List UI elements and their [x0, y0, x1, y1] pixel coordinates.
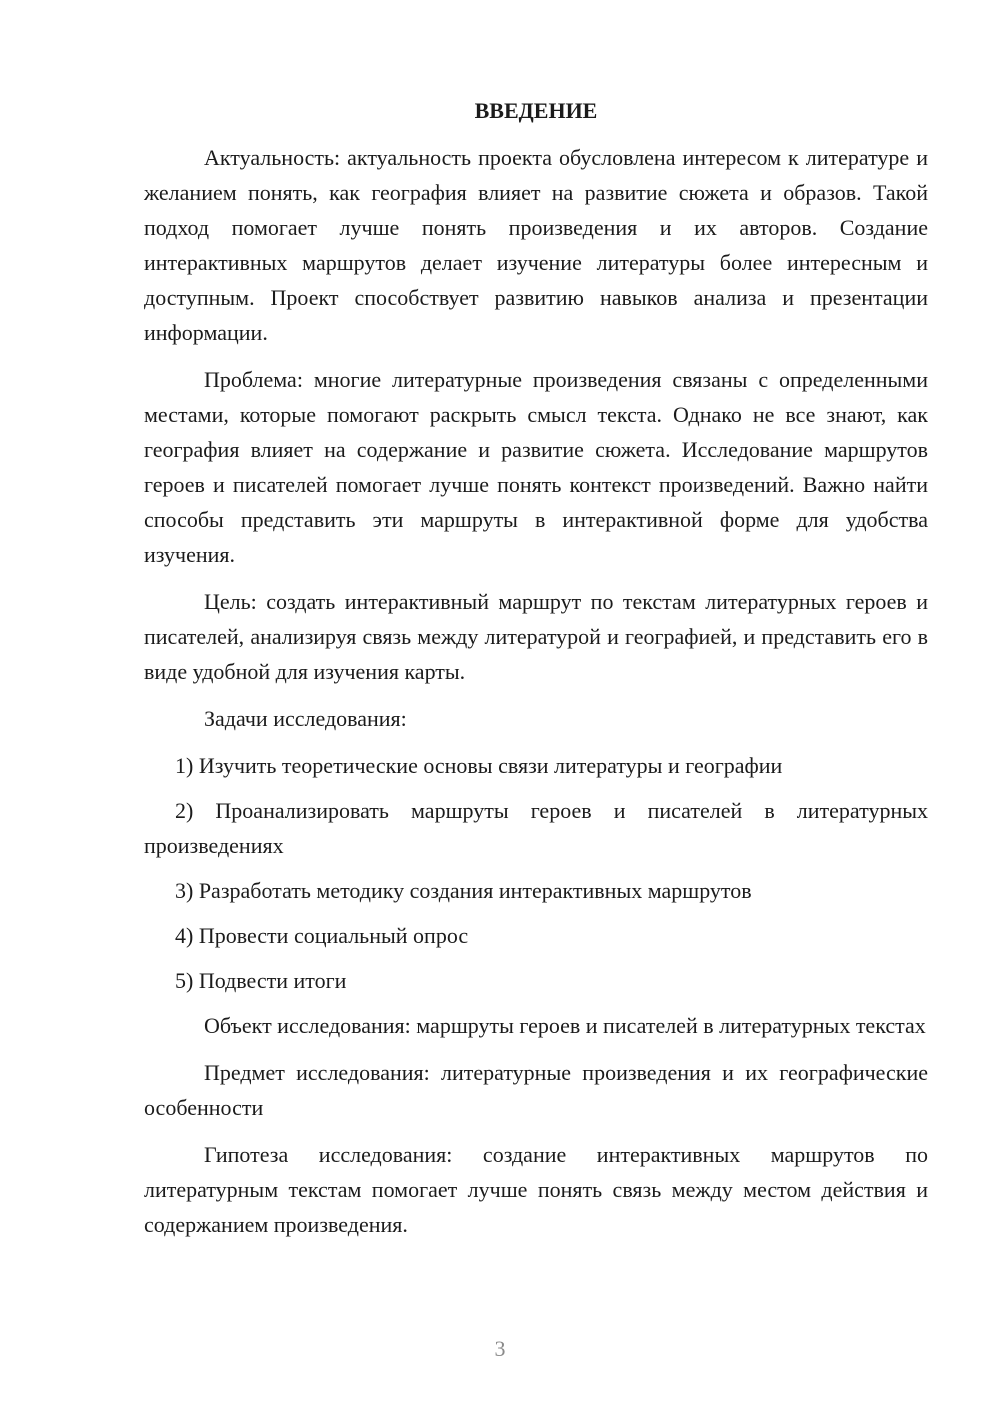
task-item: 1) Изучить теоретические основы связи литературы и географии	[175, 753, 783, 778]
page-content	[144, 96, 928, 1254]
task-item: 5) Подвести итоги	[175, 968, 347, 993]
page-number: 3	[494, 1336, 506, 1361]
object-paragraph: Объект исследования: маршруты героев и писателей в литературных текстах	[204, 1013, 926, 1038]
hypothesis-paragraph: Гипотеза исследования: создание интерактивных маршрутов по литературным текстам помогает лучше понять связь между местом действия и содержанием произведения.	[144, 1142, 928, 1237]
relevance-paragraph: Актуальность: актуальность проекта обусловлена интересом к литературе и желанием понять, как география влияет на развитие сюжета и образов. Такой подход помогает лучше понять произведения и их авторов. Создание интерактивных маршрутов делает изучение литературы более интересным и доступным. Проект способствует развитию навыков анализа и презентации информации.	[144, 145, 928, 345]
goal-paragraph: Цель: создать интерактивный маршрут по текстам литературных героев и писателей, анализируя связь между литературой и географией, и представить его в виде удобной для изучения карты.	[144, 589, 928, 684]
problem-paragraph: Проблема: многие литературные произведения связаны с определенными местами, которые помогают раскрыть смысл текста. Однако не все знают, как география влияет на содержание и развитие сюжета. Исследование маршрутов героев и писателей помогает лучше понять контекст произведений. Важно найти способы представить эти маршруты в интерактивной форме для удобства изучения.	[144, 367, 928, 567]
tasks-heading: Задачи исследования:	[204, 706, 407, 731]
tasks-list	[144, 748, 928, 998]
subject-paragraph: Предмет исследования: литературные произведения и их географические особенности	[144, 1060, 928, 1120]
task-item: 4) Провести социальный опрос	[175, 923, 469, 948]
task-item: 3) Разработать методику создания интерактивных маршрутов	[175, 878, 752, 903]
section-title: ВВЕДЕНИЕ	[474, 98, 598, 123]
task-item: 2) Проанализировать маршруты героев и писателей в литературных произведениях	[144, 798, 928, 858]
